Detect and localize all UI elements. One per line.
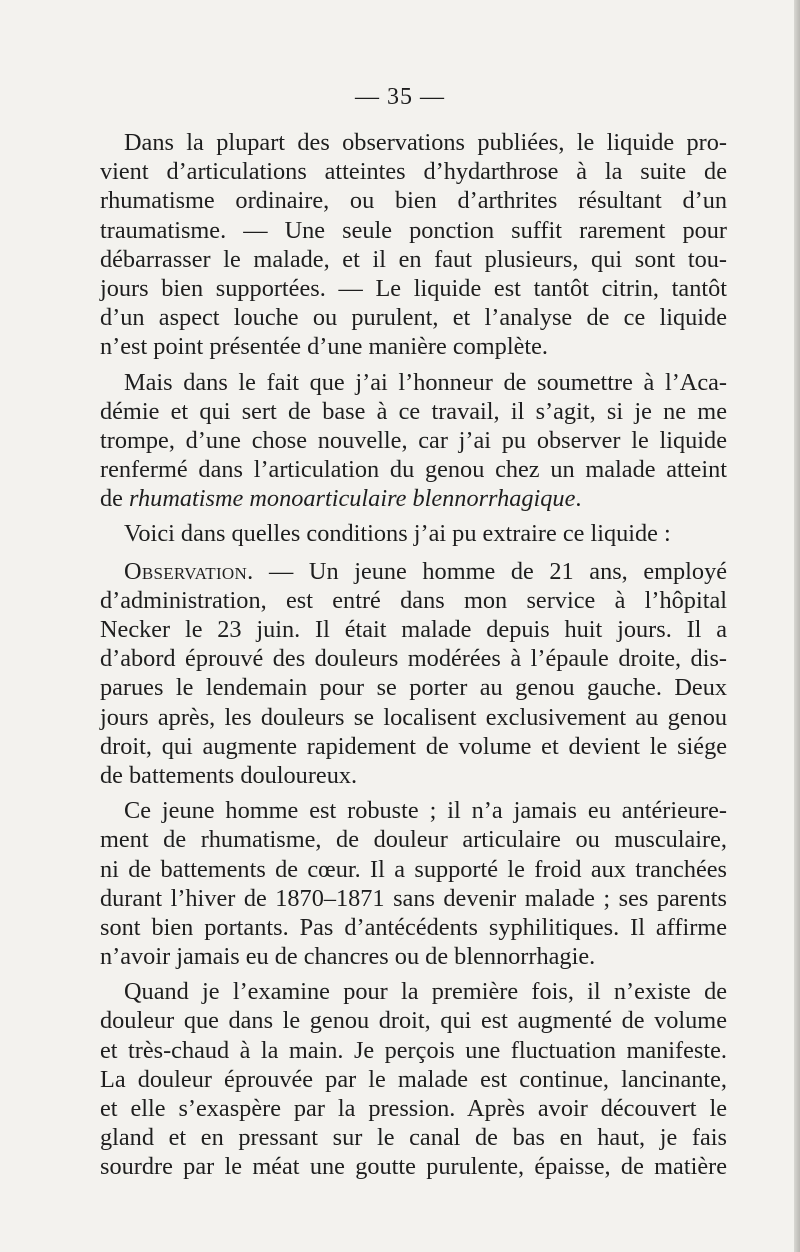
text-line: ment de rhumatisme, de douleur articulaire ou musculaire, [100, 826, 727, 854]
text-line: renfermé dans l’articulation du genou chez un malade atteint [100, 456, 727, 484]
page-number: — 35 — [355, 84, 445, 110]
text-line: d’administration, est entré dans mon service à l’hôpital [100, 586, 727, 614]
text-line: sont bien portants. Pas d’antécédents syphilitiques. Il affirme [100, 913, 727, 941]
text-line: d’un aspect louche ou purulent, et l’analyse de ce liquide [100, 304, 727, 332]
text-line [100, 557, 727, 586]
italic-disease-name: rhumatisme monoarticulaire blennorrhagique [129, 485, 576, 513]
text-line: et elle s’exaspère par la pression. Après avoir découvert le [100, 1095, 727, 1122]
text-line: vient d’articulations atteintes d’hydarthrose à la suite de [100, 158, 727, 186]
text-line: rhumatisme ordinaire, ou bien d’arthrites résultant d’un [100, 187, 727, 215]
text-line: Necker le 23 juin. Il était malade depuis huit jours. Il a [100, 616, 727, 643]
text-line: démie et qui sert de base à ce travail, il s’agit, si je ne me [100, 397, 727, 425]
paragraph-observation [100, 557, 727, 791]
paragraph-2 [100, 368, 727, 514]
text-line: Voici dans quelles conditions j’ai pu extraire ce liquide : [124, 520, 671, 548]
body-text [100, 128, 727, 1182]
text-line [100, 484, 727, 513]
text-line: jours bien supportées. — Le liquide est tantôt citrin, tantôt [100, 274, 727, 302]
text-line: droit, qui augmente rapidement de volume et devient le siége [100, 732, 727, 760]
text-line: Ce jeune homme est robuste ; il n’a jamais eu antérieure- [124, 797, 727, 825]
line-prefix: de [100, 485, 130, 513]
text-line: parues le lendemain pour se porter au genou gauche. Deux [100, 674, 727, 702]
paragraph-3 [100, 519, 727, 548]
paragraph-6 [100, 977, 727, 1181]
observation-first-line: — Un jeune homme de 21 ans, employé [253, 557, 727, 585]
text-line: Dans la plupart des observations publiées, le liquide pro- [124, 129, 727, 156]
page-edge-shadow [794, 0, 800, 1252]
observation-heading: Observation. [124, 557, 254, 585]
text-line: de battements douloureux. [100, 761, 358, 789]
paragraph-5 [100, 796, 727, 971]
text-line: trompe, d’une chose nouvelle, car j’ai pu observer le liquide [100, 426, 727, 454]
text-line: d’abord éprouvé des douleurs modérées à l’épaule droite, dis- [100, 645, 727, 673]
text-line: traumatisme. — Une seule ponction suffit rarement pour [100, 216, 727, 244]
text-line: durant l’hiver de 1870–1871 sans devenir malade ; ses parents [100, 884, 727, 912]
text-line: ni de battements de cœur. Il a supporté le froid aux tranchées [100, 855, 727, 883]
text-line: n’avoir jamais eu de chancres ou de blennorrhagie. [100, 943, 596, 971]
text-line: Mais dans le fait que j’ai l’honneur de soumettre à l’Aca- [124, 368, 727, 396]
text-line: Quand je l’examine pour la première fois, il n’existe de [124, 978, 727, 1006]
line-suffix: . [575, 485, 582, 513]
paragraph-1 [100, 128, 727, 362]
text-line: débarrasser le malade, et il en faut plusieurs, qui sont tou- [100, 245, 727, 273]
text-line: La douleur éprouvée par le malade est continue, lancinante, [100, 1065, 727, 1093]
text-line: et très-chaud à la main. Je perçois une fluctuation manifeste. [100, 1036, 727, 1064]
text-line: sourdre par le méat une goutte purulente, épaisse, de matière [100, 1153, 727, 1181]
text-line: gland et en pressant sur le canal de bas en haut, je fais [100, 1124, 727, 1152]
text-line: n’est point présentée d’une manière complète. [100, 333, 548, 361]
text-line: jours après, les douleurs se localisent exclusivement au genou [100, 703, 727, 731]
text-line: douleur que dans le genou droit, qui est augmenté de volume [100, 1007, 727, 1035]
